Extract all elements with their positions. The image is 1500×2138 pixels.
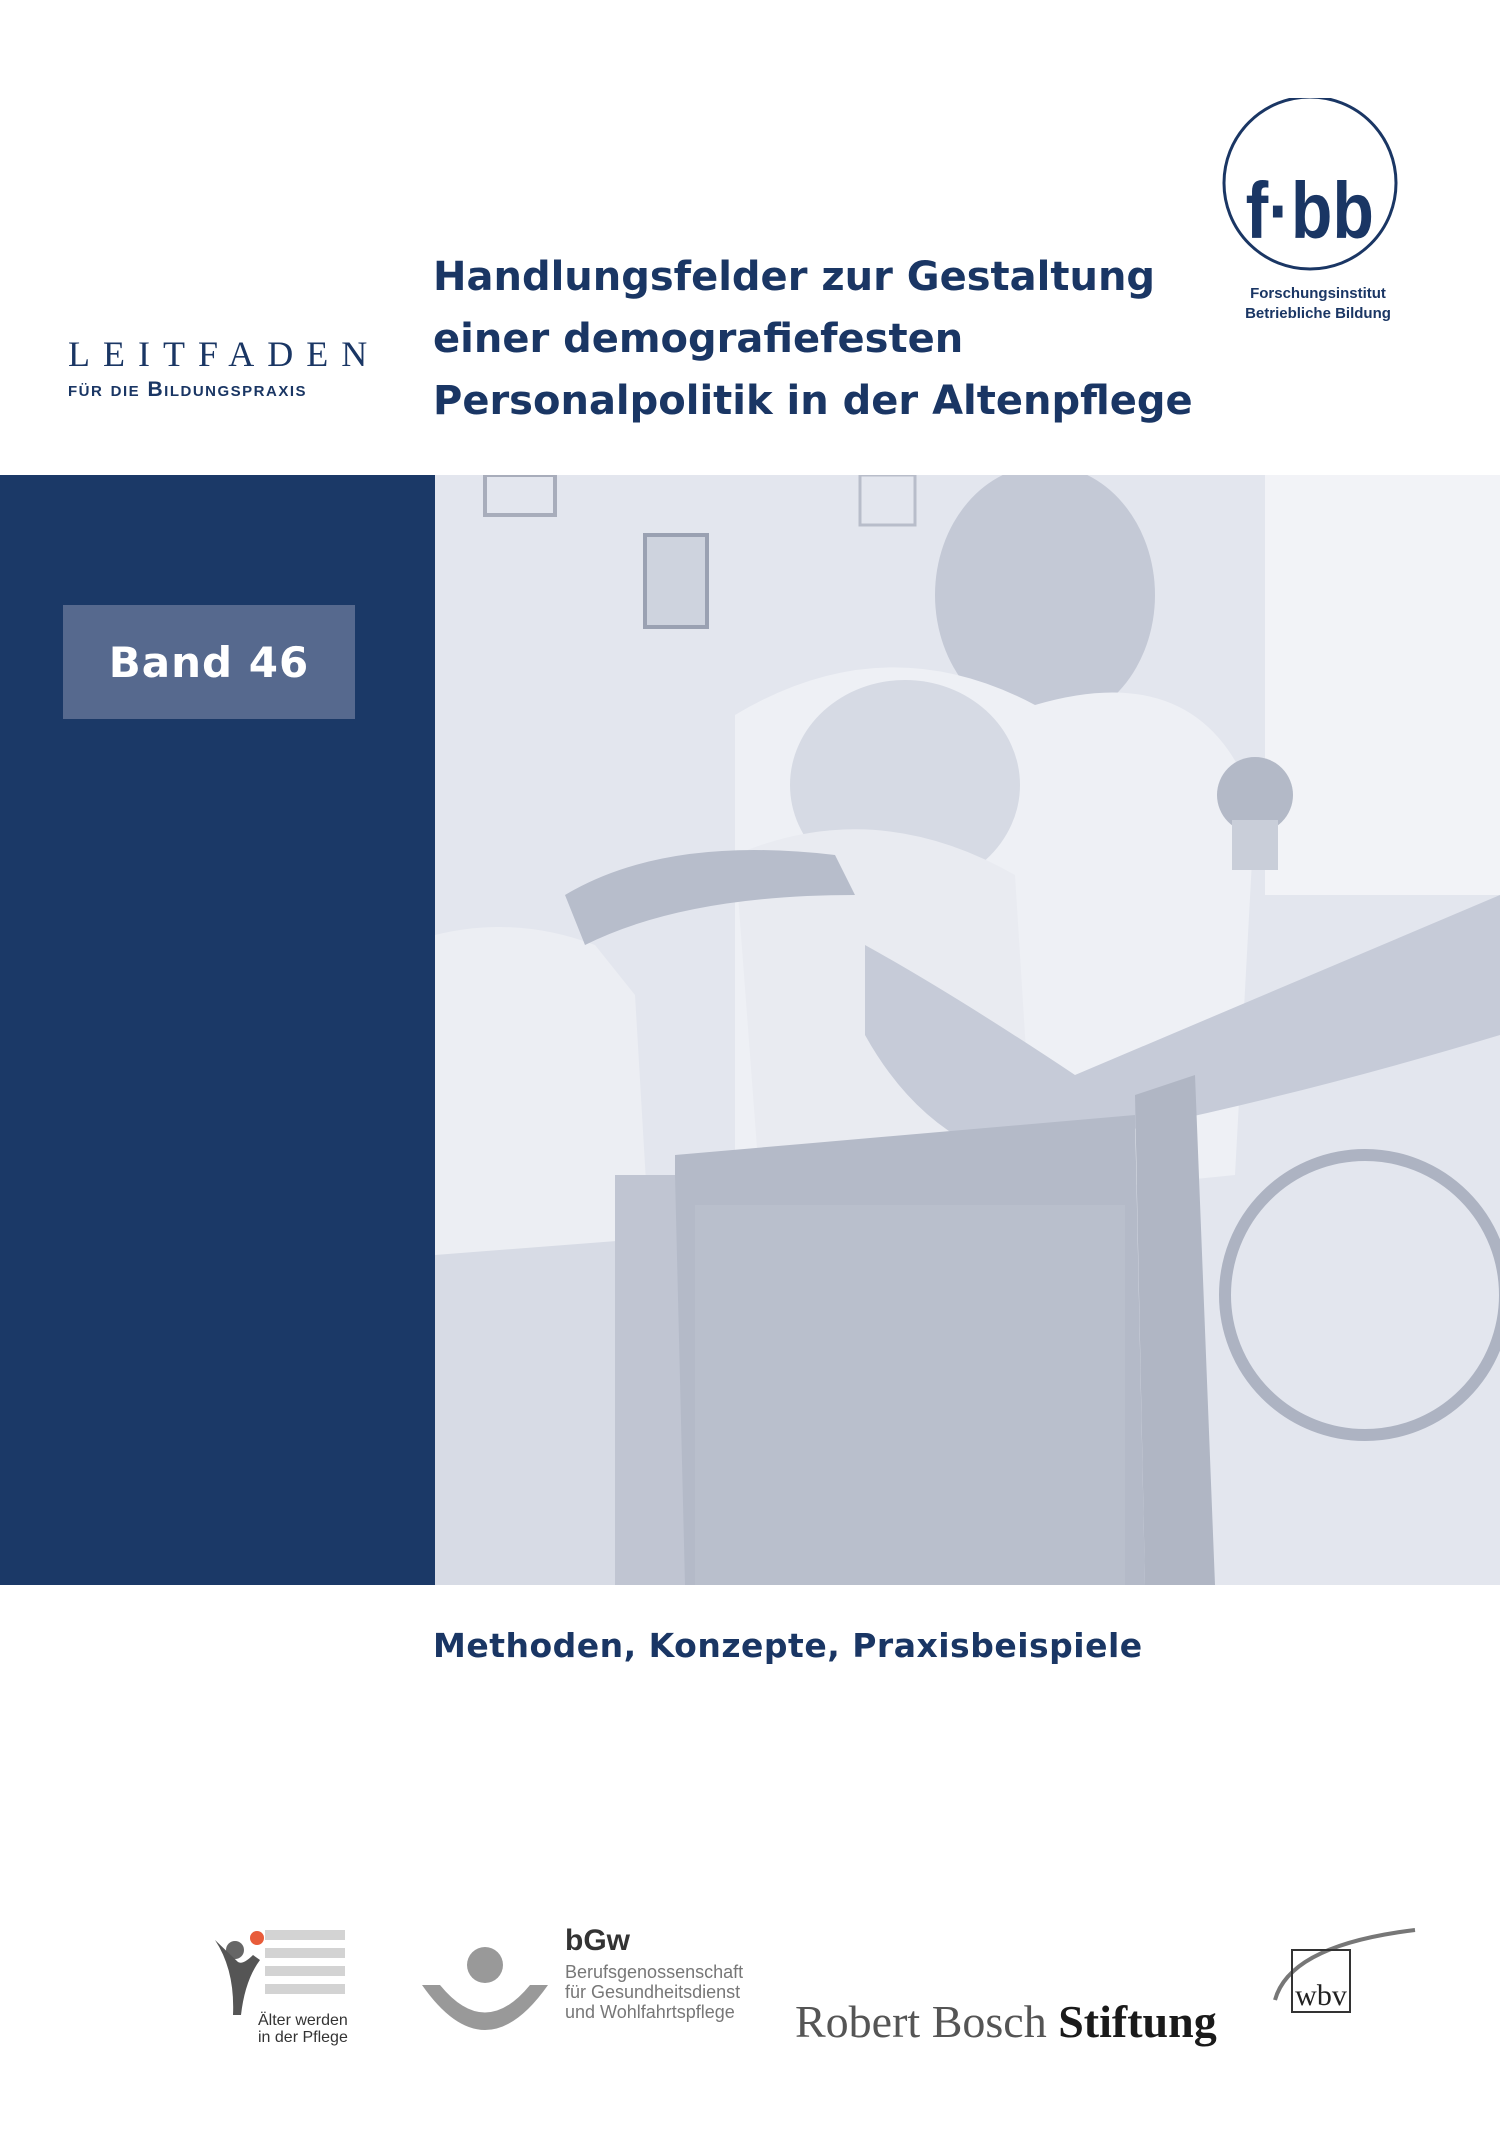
alter-line-2: in der Pflege bbox=[258, 2029, 348, 2046]
rbs-part-2: Stiftung bbox=[1058, 1996, 1217, 2047]
alter-line-1: Älter werden bbox=[258, 2012, 348, 2029]
subtitle: Methoden, Konzepte, Praxisbeispiele bbox=[433, 1626, 1143, 1665]
wbv-logo bbox=[1270, 1925, 1420, 2025]
series-sub: für die Bildungspraxis bbox=[68, 378, 308, 401]
wbv-text: wbv bbox=[1295, 1979, 1347, 2012]
fbb-line-1: Forschungsinstitut bbox=[1250, 285, 1386, 302]
photo-illustration bbox=[435, 475, 1500, 1585]
bgw-text bbox=[565, 1962, 743, 2022]
band-number: Band 46 bbox=[63, 605, 355, 719]
title-line-3: Personalpolitik in der Altenpflege bbox=[433, 378, 1193, 424]
cover-photo bbox=[435, 475, 1500, 1585]
robert-bosch-stiftung-logo bbox=[795, 1995, 1217, 2048]
fbb-mark: f·bb bbox=[1245, 165, 1374, 256]
alter-werden-text bbox=[258, 2012, 348, 2046]
rbs-part-1: Robert Bosch bbox=[795, 1996, 1059, 2047]
title-line-2: einer demografiefesten bbox=[433, 316, 964, 362]
book-title bbox=[433, 246, 1273, 432]
bgw-line-3: und Wohlfahrtspflege bbox=[565, 2002, 735, 2022]
series-label bbox=[68, 334, 381, 402]
bgw-line-2: für Gesundheitsdienst bbox=[565, 1982, 741, 2002]
bgw-mark: bGw bbox=[565, 1924, 630, 1957]
title-line-1: Handlungsfelder zur Gestaltung bbox=[433, 254, 1156, 300]
bgw-line-1: Berufsgenossenschaft bbox=[565, 1962, 744, 1982]
series-main: LEITFADEN bbox=[68, 334, 381, 374]
alter-werden-logo bbox=[205, 1920, 355, 2020]
fbb-logo bbox=[1218, 98, 1403, 338]
partner-logos bbox=[0, 1900, 1500, 2080]
fbb-line-2: Betriebliche Bildung bbox=[1245, 305, 1391, 322]
bgw-logo bbox=[420, 1945, 550, 2035]
